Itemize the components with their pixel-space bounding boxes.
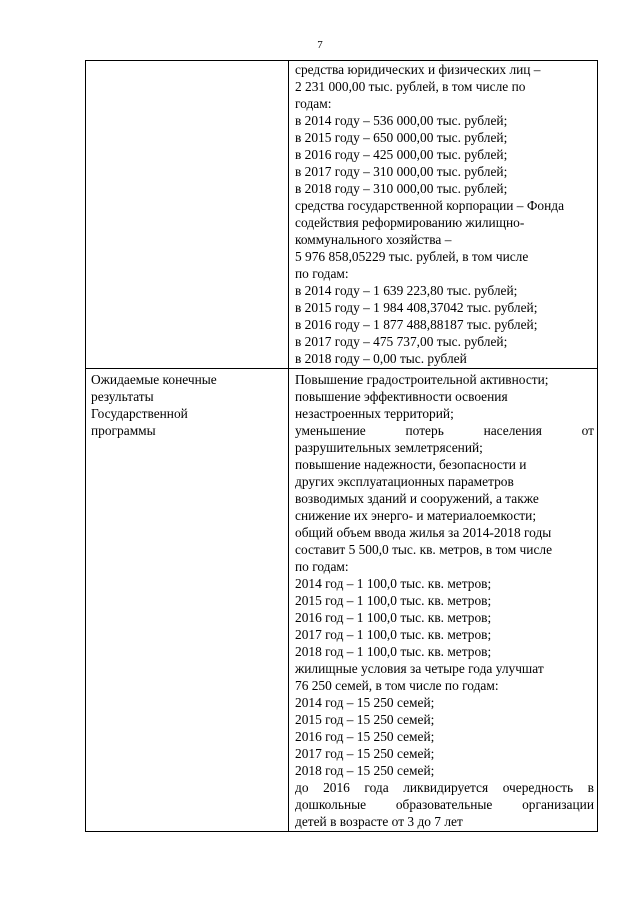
content-line: детей в возрасте от 3 до 7 лет	[295, 814, 463, 829]
content-line: 2015 год – 1 100,0 тыс. кв. метров;	[295, 593, 492, 608]
content-line: в 2016 году – 425 000,00 тыс. рублей;	[295, 147, 508, 162]
content-line: 2015 год – 15 250 семей;	[295, 712, 435, 727]
content-line: средства юридических и физических лиц –	[295, 62, 541, 77]
label-line: результаты	[91, 389, 154, 404]
content-line: дошкольные образовательные организации	[295, 797, 594, 812]
content-line: в 2015 году – 650 000,00 тыс. рублей;	[295, 130, 508, 145]
row-content-cell	[289, 369, 598, 832]
content-line: снижение их энерго- и материалоемкости;	[295, 508, 537, 523]
content-line: Повышение градостроительной активности;	[295, 372, 549, 387]
program-passport-table	[85, 60, 598, 832]
table-body	[86, 61, 598, 832]
content-line: повышение надежности, безопасности и	[295, 457, 527, 472]
content-line: составит 5 500,0 тыс. кв. метров, в том числе	[295, 542, 553, 557]
content-line: коммунального хозяйства –	[295, 232, 452, 247]
content-line: возводимых зданий и сооружений, а также	[295, 491, 539, 506]
content-line: 2014 год – 1 100,0 тыс. кв. метров;	[295, 576, 492, 591]
content-line: до 2016 года ликвидируется очередность в	[295, 780, 594, 795]
content-line: средства государственной корпорации – Фонда	[295, 198, 565, 213]
content-line: незастроенных территорий;	[295, 406, 454, 421]
content-line: годам:	[295, 96, 332, 111]
content-line: общий объем ввода жилья за 2014-2018 годы	[295, 525, 552, 540]
content-line: 2018 год – 15 250 семей;	[295, 763, 435, 778]
content-line: содействия реформированию жилищно-	[295, 215, 525, 230]
row-label-cell	[86, 61, 289, 369]
content-line: в 2018 году – 0,00 тыс. рублей	[295, 351, 467, 366]
content-line: в 2018 году – 310 000,00 тыс. рублей;	[295, 181, 508, 196]
content-line: в 2017 году – 310 000,00 тыс. рублей;	[295, 164, 508, 179]
row-content-cell	[289, 61, 598, 369]
content-line: повышение эффективности освоения	[295, 389, 508, 404]
content-line: 2017 год – 1 100,0 тыс. кв. метров;	[295, 627, 492, 642]
content-line: по годам:	[295, 266, 349, 281]
content-line: 76 250 семей, в том числе по годам:	[295, 678, 499, 693]
content-line: в 2016 году – 1 877 488,88187 тыс. рублей;	[295, 317, 538, 332]
label-line: программы	[91, 423, 156, 438]
content-line: в 2014 году – 536 000,00 тыс. рублей;	[295, 113, 508, 128]
content-line: жилищные условия за четыре года улучшат	[295, 661, 544, 676]
content-line: 2 231 000,00 тыс. рублей, в том числе по	[295, 79, 526, 94]
content-line: по годам:	[295, 559, 349, 574]
content-line: других эксплуатационных параметров	[295, 474, 514, 489]
row-label-cell	[86, 369, 289, 832]
table-row-funding	[86, 61, 598, 369]
content-line: в 2017 году – 475 737,00 тыс. рублей;	[295, 334, 508, 349]
label-line: Ожидаемые конечные	[91, 372, 217, 387]
table-row-expected-results	[86, 369, 598, 832]
content-line: 2016 год – 15 250 семей;	[295, 729, 435, 744]
content-line: 2018 год – 1 100,0 тыс. кв. метров;	[295, 644, 492, 659]
page-number: 7	[317, 39, 323, 51]
content-line: 5 976 858,05229 тыс. рублей, в том числе	[295, 249, 529, 264]
content-line: в 2015 году – 1 984 408,37042 тыс. рублей;	[295, 300, 538, 315]
content-line: уменьшение потерь населения от	[295, 423, 594, 438]
label-line: Государственной	[91, 406, 188, 421]
content-line: 2016 год – 1 100,0 тыс. кв. метров;	[295, 610, 492, 625]
content-line: 2017 год – 15 250 семей;	[295, 746, 435, 761]
content-line: разрушительных землетрясений;	[295, 440, 483, 455]
content-line: в 2014 году – 1 639 223,80 тыс. рублей;	[295, 283, 518, 298]
content-line: 2014 год – 15 250 семей;	[295, 695, 435, 710]
